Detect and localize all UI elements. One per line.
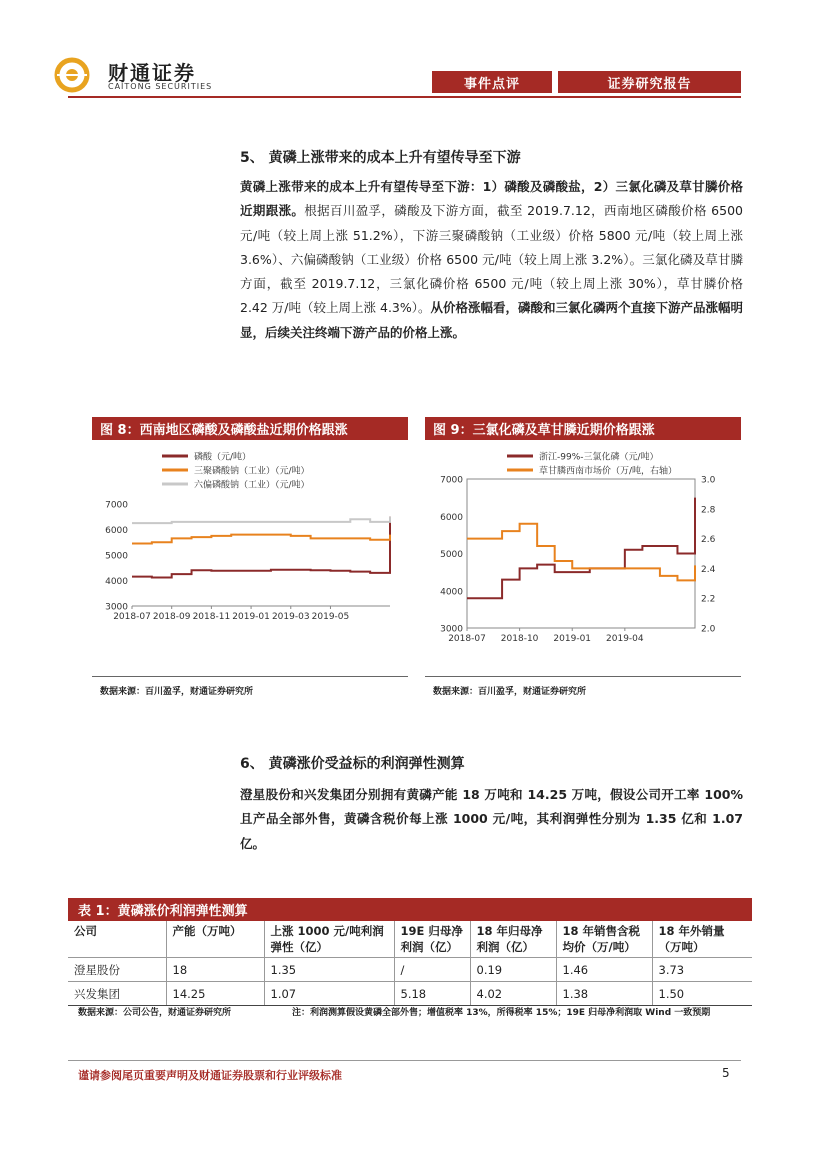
table-cell: 0.19 <box>470 958 556 982</box>
table-cell: 3.73 <box>652 958 752 982</box>
y2-tick-label: 2.0 <box>701 624 716 635</box>
logo-emblem-icon <box>50 55 100 95</box>
logo-chinese-name: 财通证券 <box>108 61 196 85</box>
section-5-lead: 黄磷上涨带来的成本上升有望传导至下游：1）磷酸及磷酸盐，2）三氯化磷及草甘膦价格近期跟涨。 <box>240 179 743 219</box>
footer-disclaimer: 谨请参阅尾页重要声明及财通证券股票和行业评级标准 <box>78 1069 342 1082</box>
x-tick-label: 2018-07 <box>113 612 151 622</box>
table-cell: 5.18 <box>394 982 470 1006</box>
company-logo <box>50 55 250 95</box>
figure-9-rule <box>425 676 741 677</box>
x-tick-label: 2018-11 <box>192 612 231 622</box>
table-header-cell: 公司 <box>68 921 166 958</box>
logo-english-name: CAITONG SECURITIES <box>108 82 213 91</box>
table-header-cell: 产能（万吨） <box>166 921 264 958</box>
table-1-note: 注：利润测算假设黄磷全部外售；增值税率 13%，所得税率 15%；19E 归母净利润取 Wind 一致预期 <box>292 1008 711 1018</box>
x-tick-label: 2019-05 <box>311 612 350 622</box>
y-tick-label: 7000 <box>440 475 463 486</box>
y2-tick-label: 2.8 <box>701 505 716 516</box>
table-row <box>68 982 752 1006</box>
y-tick-label: 3000 <box>105 602 128 613</box>
table-header-row <box>68 921 752 958</box>
table-header-cell: 19E 归母净利润（亿） <box>394 921 470 958</box>
figure-9-chart <box>425 442 741 674</box>
series-line <box>132 517 390 523</box>
x-tick-label: 2019-01 <box>553 634 592 644</box>
table-cell: 1.07 <box>264 982 394 1006</box>
section-6-title: 6、 黄磷涨价受益标的利润弹性测算 <box>240 756 465 772</box>
y-tick-label: 5000 <box>440 550 463 560</box>
series-line <box>467 498 695 599</box>
series-line <box>132 535 390 544</box>
table-cell: 1.46 <box>556 958 652 982</box>
table-cell: 1.35 <box>264 958 394 982</box>
y2-tick-label: 2.6 <box>701 535 716 546</box>
section-6-paragraph: 澄星股份和兴发集团分别拥有黄磷产能 18 万吨和 14.25 万吨，假设公司开工率 100%且产品全部外售，黄磷含税价每上涨 1000 元/吨，其利润弹性分别为 1.35 亿和 1.07亿。 <box>240 787 743 851</box>
x-tick-label: 2018-07 <box>448 634 486 644</box>
table-cell: 4.02 <box>470 982 556 1006</box>
profit-elasticity-table <box>68 921 752 1006</box>
section-5-body: 根据百川盈孚，磷酸及下游方面，截至 2019.7.12，西南地区磷酸价格 6500 元/吨（较上周上涨 51.2%），下游三聚磷酸钠（工业级）价格 5800 元/吨（较上周上涨 3.6%）、六偏磷酸钠（工业级）价格 6500 元/吨（较上周上涨 3.2%）。三氯化磷及草甘膦方面，截至 2019.7.12，三氯化磷价格 6500 元/吨（较上周上涨 30%），草甘膦价格 2.42 万/吨（较上周上涨 4.3%）。 <box>240 203 743 316</box>
y-tick-label: 7000 <box>105 500 128 511</box>
figure-8-title: 图 8：西南地区磷酸及磷酸盐近期价格跟涨 <box>92 417 408 440</box>
table-cell: / <box>394 958 470 982</box>
plot-frame <box>467 479 695 628</box>
table-header-cell: 上涨 1000 元/吨利润弹性（亿） <box>264 921 394 958</box>
section-5-paragraph <box>240 175 743 345</box>
x-tick-label: 2018-10 <box>500 634 539 644</box>
y-tick-label: 4000 <box>440 587 463 598</box>
table-header-cell: 18 年销售含税均价（万/吨） <box>556 921 652 958</box>
x-tick-label: 2019-01 <box>232 612 270 622</box>
table-cell: 1.50 <box>652 982 752 1006</box>
legend-label: 浙江-99%-三氯化磷（元/吨） <box>539 452 659 463</box>
y2-tick-label: 3.0 <box>701 475 716 486</box>
section-5-title: 5、 黄磷上涨带来的成本上升有望传导至下游 <box>240 150 521 166</box>
y-tick-label: 6000 <box>440 512 463 523</box>
header-divider <box>68 96 741 98</box>
legend-label: 磷酸（元/吨） <box>194 452 252 463</box>
figure-9-title: 图 9：三氯化磷及草甘膦近期价格跟涨 <box>425 417 741 440</box>
figure-9-source: 数据来源：百川盈孚，财通证券研究所 <box>433 687 587 697</box>
header-tag-event: 事件点评 <box>432 71 552 93</box>
figure-8-source: 数据来源：百川盈孚，财通证券研究所 <box>100 687 254 697</box>
y-tick-label: 5000 <box>105 551 128 562</box>
figure-8-rule <box>92 676 408 677</box>
y-tick-label: 6000 <box>105 526 128 536</box>
table-row <box>68 958 752 982</box>
legend-label: 三聚磷酸钠（工业）（元/吨） <box>194 466 310 477</box>
section-5-tail: 从价格涨幅看，磷酸和三氯化磷两个直接下游产品涨幅明显，后续关注终端下游产品的价格上涨。 <box>240 300 744 340</box>
series-line <box>132 517 390 578</box>
x-tick-label: 2019-04 <box>606 634 644 644</box>
figure-8-chart <box>92 442 408 674</box>
table-cell: 兴发集团 <box>68 982 166 1006</box>
page-number: 5 <box>722 1066 730 1080</box>
legend-label: 六偏磷酸钠（工业）（元/吨） <box>194 480 310 491</box>
table-header-cell: 18 年外销量（万吨） <box>652 921 752 958</box>
header-tag-report: 证券研究报告 <box>558 71 741 93</box>
y2-tick-label: 2.4 <box>701 564 716 575</box>
table-cell: 澄星股份 <box>68 958 166 982</box>
y2-tick-label: 2.2 <box>701 594 716 605</box>
table-header-cell: 18 年归母净利润（亿） <box>470 921 556 958</box>
y-tick-label: 4000 <box>105 577 128 587</box>
footer-divider <box>68 1060 741 1061</box>
y-tick-label: 3000 <box>440 624 463 635</box>
table-1-title: 表 1：黄磷涨价利润弹性测算 <box>68 898 752 921</box>
table-cell: 14.25 <box>166 982 264 1006</box>
table-cell: 1.38 <box>556 982 652 1006</box>
x-tick-label: 2019-03 <box>271 612 310 622</box>
table-cell: 18 <box>166 958 264 982</box>
legend-label: 草甘膦西南市场价（万/吨，右轴） <box>539 466 678 477</box>
x-tick-label: 2018-09 <box>152 612 191 622</box>
table-1-source: 数据来源：公司公告，财通证券研究所 <box>78 1008 232 1018</box>
